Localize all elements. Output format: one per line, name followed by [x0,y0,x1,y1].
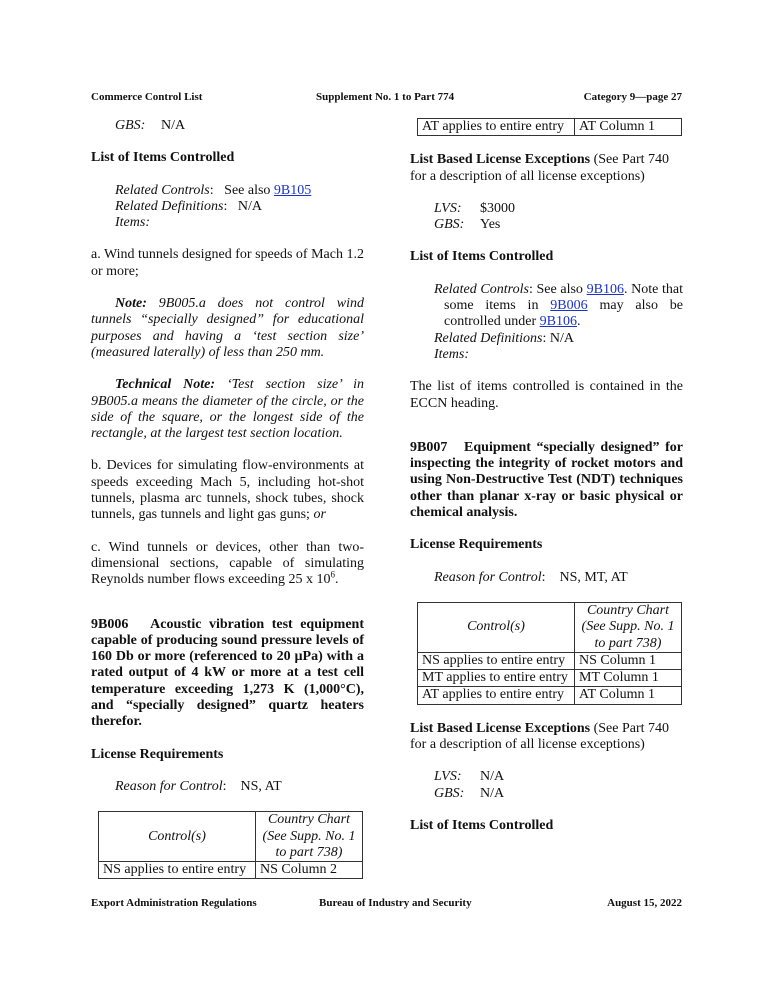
license-requirements-heading: License Requirements [410,537,543,553]
link-9b106-second[interactable]: 9B106 [539,314,577,330]
lvs-value: $3000 [480,200,515,216]
items-label: Items: [434,346,469,362]
lvs-line: LVS: $3000 [434,200,515,216]
table-row: MT applies to entire entry MT Column 1 [418,670,682,687]
footer-right: August 15, 2022 [607,897,682,909]
eccn-9b007-heading: 9B007 Equipment “specially designed” for inspecting the integrity of rocket motors and using Non-Destructive Test (NDT) techniques other than planar x-ray or basic physical or chemical analysis. [410,439,683,521]
list-items-heading-2: List of Items Controlled [410,817,554,833]
table-row: NS applies to entire entry NS Column 1 [418,652,682,669]
link-9b106[interactable]: 9B106 [586,281,624,297]
eccn-code: 9B006 [91,616,129,632]
control-table-continued [417,118,682,136]
eccn-9b006-heading: 9B006 Acoustic vibration test equipment capable of producing sound pressure levels of 160 Db or more (referenced to 20 µPa) with a rated output of 4 kW or more at a test cell temperature exceeding 1,273 K (1,000°C), and “specially designed” quartz heaters therefor. [91,616,364,730]
table-row: AT applies to entire entry AT Column 1 [418,119,682,136]
table-row: AT applies to entire entry AT Column 1 [418,687,682,704]
control-table-9b006 [98,811,363,879]
control-table-9b007 [417,602,682,705]
col-header-controls: Control(s) [418,602,575,652]
license-exceptions: List Based License Exceptions (See Part 740 for a description of all license exceptions) [410,152,670,184]
technical-note: Technical Note: ‘Test section size’ in 9B005.a means the diameter of the circle, or the side of the square, or the longest side of the rectangle, at the largest test section location. [91,377,365,442]
col-header-country-chart: Country Chart (See Supp. No. 1 to part 738) [575,602,682,652]
related-controls: Related Controls: See also 9B105 [115,182,312,198]
table-row: NS applies to entire entry NS Column 2 [99,862,363,879]
right-column [410,118,683,834]
related-definitions: Related Definitions: N/A [434,330,574,346]
header-right: Category 9—page 27 [583,91,682,103]
license-exceptions-2: List Based License Exceptions (See Part 740 for a description of all license exceptions) [410,720,670,753]
gbs-line [91,118,364,134]
item-c: c. Wind tunnels or devices, other than two-dimensional sections, capable of simulating Reynolds number flows exceeding 25 x $10^6$. [91,539,364,588]
note: Note: 9B005.a does not control wind tunnels “specially designed” for educational purposes and having a ‘test section size’ (measured laterally) of less than 250 mm. [91,296,364,360]
list-items-heading: List of Items Controlled [410,249,554,265]
item-b: b. Devices for simulating flow-environments at speeds exceeding Mach 5, including hot-shot tunnels, plasma arc tunnels, shock tubes, shock tunnels, gas tunnels and light gas guns; or [91,458,364,523]
items-text: The list of items controlled is contained in the ECCN heading. [410,379,683,411]
reason-for-control: Reason for Control: NS, MT, AT [434,569,628,585]
link-9b006[interactable]: 9B006 [550,298,588,314]
gbs-value: Yes [480,217,501,233]
list-items-heading: List of Items Controlled [91,150,235,166]
header-center: Supplement No. 1 to Part 774 [316,91,455,103]
link-9b105[interactable]: 9B105 [273,182,312,198]
footer-center: Bureau of Industry and Security [319,897,472,909]
related-definitions: Related Definitions: N/A [115,198,262,214]
gbs-line-2: GBS: N/A [434,785,505,801]
lvs-line-2: LVS: N/A [434,769,505,785]
left-column [91,118,364,879]
gbs-label: GBS: [115,118,146,133]
license-requirements-heading: License Requirements [91,746,224,762]
reason-for-control: Reason for Control: NS, AT [115,778,282,794]
item-a: a. Wind tunnels designed for speeds of Mach 1.2 or more; [91,247,364,279]
eccn-code: 9B007 [410,439,448,455]
col-header-country-chart: Country Chart (See Supp. No. 1 to part 738) [256,812,363,862]
header-left: Commerce Control List [91,91,203,103]
footer-left: Export Administration Regulations [91,897,257,909]
items-label: Items: [115,215,150,231]
col-header-controls: Control(s) [99,812,256,862]
gbs-line: GBS: Yes [434,217,501,233]
gbs-value: N/A [161,118,186,133]
related-controls: Related Controls: See also 9B106. Note that some items in 9B006 may also be controlled under 9B106. [434,281,684,330]
